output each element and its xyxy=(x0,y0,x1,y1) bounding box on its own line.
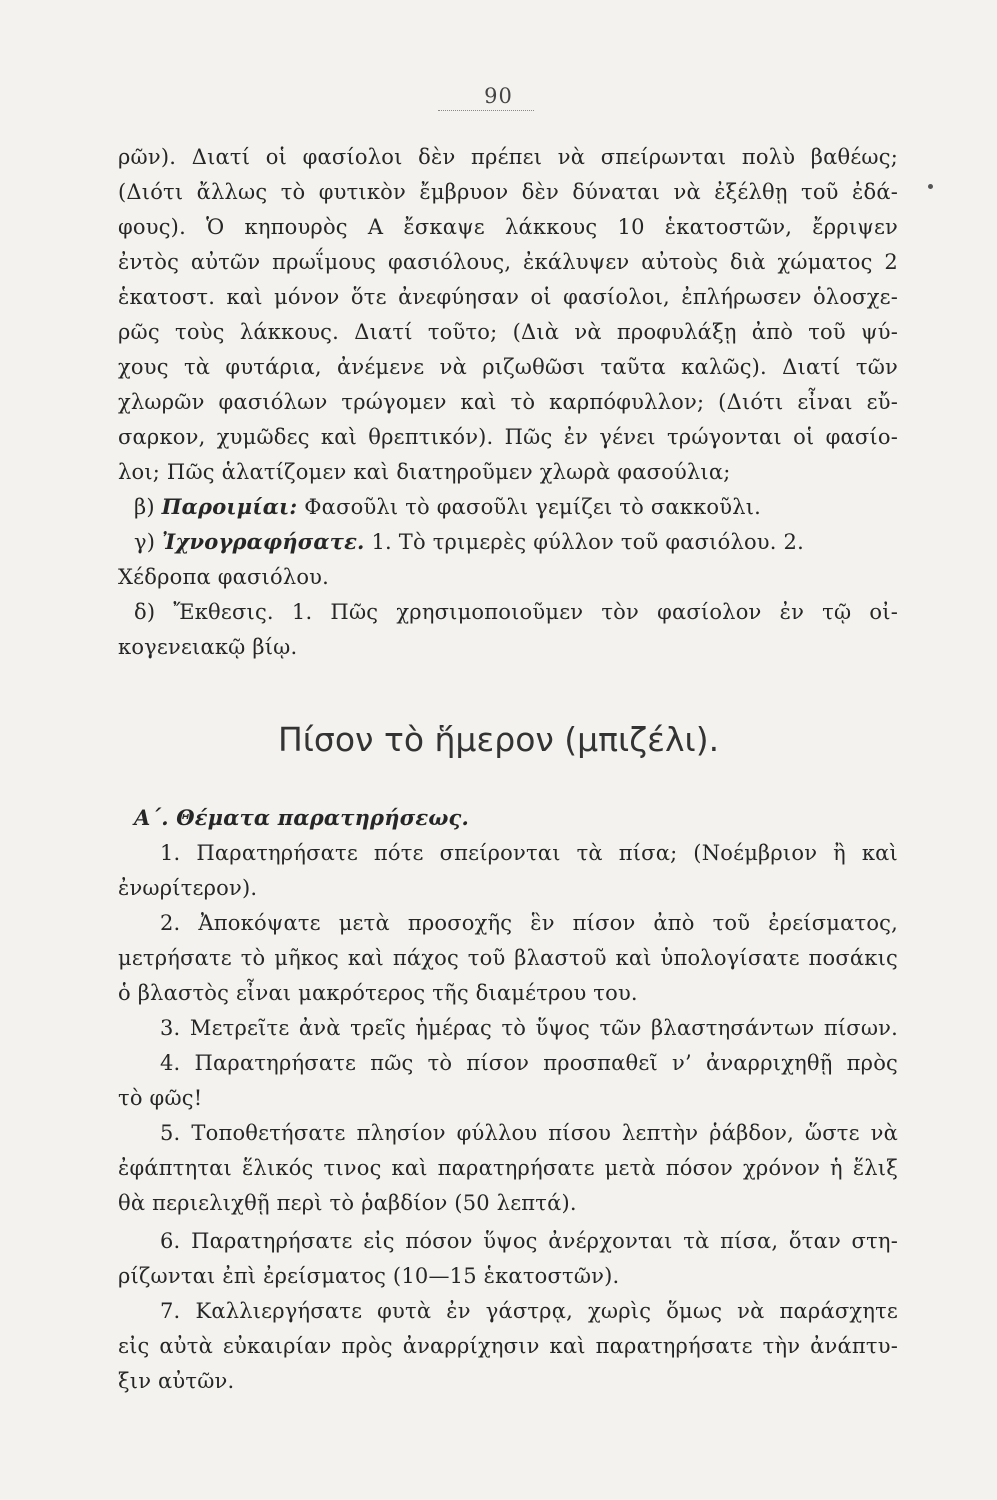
proverb-label: Παροιμίαι: xyxy=(161,494,298,519)
list-item-cont: ξιν αὐτῶν. xyxy=(118,1369,235,1393)
list-item: 3. Μετρεῖτε ἀνὰ τρεῖς ἡμέρας τὸ ὕψος τῶν βλαστησάντων πίσων. xyxy=(160,1016,898,1040)
drawing-line xyxy=(134,527,898,557)
list-item: 1. Παρατηρήσατε πότε σπείρονται τὰ πίσα; (Νοέμβριον ἢ καὶ xyxy=(160,841,898,865)
page-number: 90 xyxy=(484,84,513,108)
list-item-cont: τὸ φῶς! xyxy=(118,1086,203,1110)
list-item-cont: ὁ βλαστὸς εἶναι μακρότερος τῆς διαμέτρου του. xyxy=(118,981,638,1005)
text-line: κογενειακῷ βίῳ. xyxy=(118,635,298,659)
drawing-text: 1. Τὸ τριμερὲς φύλλον τοῦ φασιόλου. 2. xyxy=(371,530,804,554)
text-line: χους τὰ φυτάρια, ἀνέμενε νὰ ριζωθῶσι ταῦτα καλῶς). Διατί τῶν xyxy=(118,355,898,379)
text-line: ἐντὸς αὐτῶν πρωΐμους φασιόλους, ἐκάλυψεν αὐτοὺς διὰ χώματος 2 xyxy=(118,250,898,274)
list-item: 5. Τοποθετήσατε πλησίον φύλλου πίσου λεπτὴν ῥάβδον, ὥστε νὰ xyxy=(160,1121,898,1145)
list-item-cont: θὰ περιελιχθῇ περὶ τὸ ῥαβδίον (50 λεπτά). xyxy=(118,1191,577,1215)
beta-marker: β) xyxy=(134,495,155,519)
list-item: 4. Παρατηρήσατε πῶς τὸ πίσον προσπαθεῖ ν’ ἀναρριχηθῇ πρὸς xyxy=(160,1051,898,1075)
list-item: 6. Παρατηρήσατε εἰς πόσον ὕψος ἀνέρχονται τὰ πίσα, ὅταν στη- xyxy=(160,1229,898,1253)
text-line: σαρκον, χυμῶδες καὶ θρεπτικόν). Πῶς ἐν γένει τρώγονται οἱ φασίο- xyxy=(118,425,898,449)
text-line: ρῶς τοὺς λάκκους. Διατί τοῦτο; (Διὰ νὰ προφυλάξῃ ἀπὸ τοῦ ψύ- xyxy=(118,320,898,344)
text-line: ρῶν). Διατί οἱ φασίολοι δὲν πρέπει νὰ σπείρωνται πολὺ βαθέως; xyxy=(118,145,898,169)
essay-line: δ) Ἔκθεσις. 1. Πῶς χρησιμοποιοῦμεν τὸν φασίολον ἐν τῷ οἰ- xyxy=(134,600,898,624)
section-heading: Πίσον τὸ ἥμερον (μπιζέλι). xyxy=(277,720,720,759)
list-item: 7. Καλλιεργήσατε φυτὰ ἐν γάστρᾳ, χωρὶς ὅμως νὰ παράσχητε xyxy=(160,1299,898,1323)
text-line: χλωρῶν φασιόλων τρώγομεν καὶ τὸ καρπόφυλλον; (Διότι εἶναι εὔ- xyxy=(118,390,898,414)
proverb-text: Φασοῦλι τὸ φασοῦλι γεμίζει τὸ σακκοῦλι. xyxy=(304,495,762,519)
section-title: Α΄. Θέματα παρατηρήσεως. xyxy=(134,805,470,830)
list-item: 2. Ἀποκόψατε μετὰ προσοχῆς ἓν πίσον ἀπὸ τοῦ ἐρείσματος, xyxy=(160,911,898,935)
page-number-rule xyxy=(438,110,534,111)
text-line: ἑκατοστ. καὶ μόνον ὅτε ἀνεφύησαν οἱ φασίολοι, ἐπλήρωσεν ὁλοσχε- xyxy=(118,285,898,309)
list-item-cont: μετρήσατε τὸ μῆκος καὶ πάχος τοῦ βλαστοῦ καὶ ὑπολογίσατε ποσάκις xyxy=(118,946,898,970)
text-line: φους). Ὁ κηπουρὸς Α ἔσκαψε λάκκους 10 ἑκατοστῶν, ἔρριψεν xyxy=(118,215,898,239)
list-item-cont: ρίζωνται ἐπὶ ἐρείσματος (10—15 ἑκατοστῶν). xyxy=(118,1264,620,1288)
text-line: Χέδροπα φασιόλου. xyxy=(118,565,330,589)
list-item-cont: ἐφάπτηται ἕλικός τινος καὶ παρατηρήσατε μετὰ πόσον χρόνον ἡ ἕλιξ xyxy=(118,1156,898,1180)
text-line: (Διότι ἄλλως τὸ φυτικὸν ἔμβρυον δὲν δύναται νὰ ἐξέλθῃ τοῦ ἐδά- xyxy=(118,180,898,204)
proverb-line xyxy=(134,492,898,522)
drawing-label: Ἰχνογραφήσατε. xyxy=(162,529,365,554)
list-item-cont: εἰς αὐτὰ εὐκαιρίαν πρὸς ἀναρρίχησιν καὶ παρατηρήσατε τὴν ἀνάπτυ- xyxy=(118,1334,898,1358)
text-line: λοι; Πῶς ἁλατίζομεν καὶ διατηροῦμεν χλωρὰ φασούλια; xyxy=(118,460,731,484)
margin-dot xyxy=(928,184,933,189)
gamma-marker: γ) xyxy=(134,530,156,554)
list-item-cont: ἐνωρίτερον). xyxy=(118,876,258,900)
